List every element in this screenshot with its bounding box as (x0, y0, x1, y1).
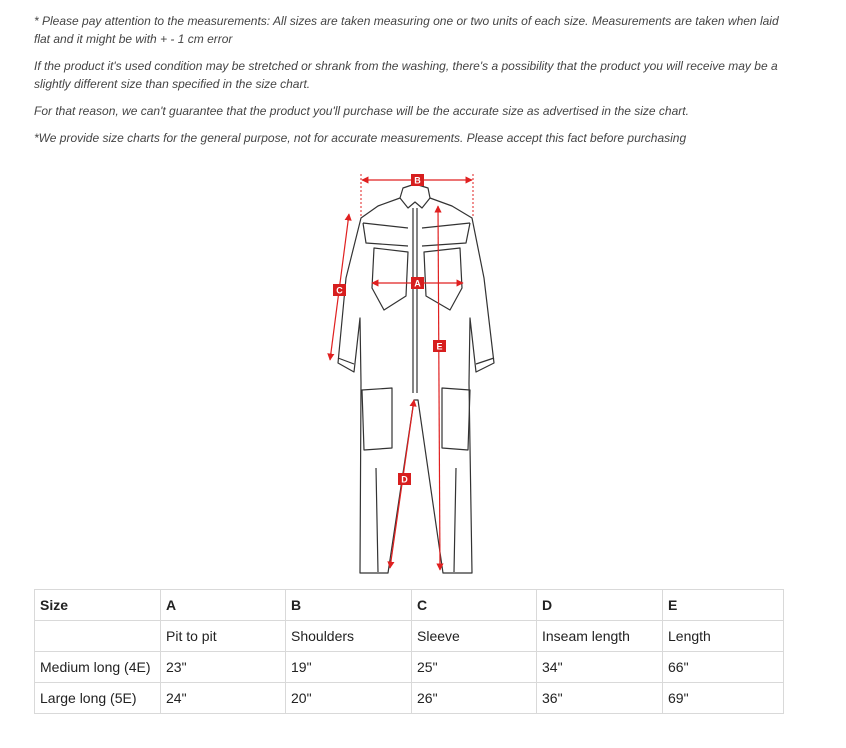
table-header-row (35, 590, 784, 621)
table-cell: 26" (412, 683, 537, 714)
label-a: A (414, 278, 421, 289)
description-cell: Sleeve (412, 621, 537, 652)
description-cell: Inseam length (537, 621, 663, 652)
note-general-purpose: *We provide size charts for the general purpose, not for accurate measurements. Please accept this fact before purchasing (34, 131, 687, 145)
collar (400, 184, 430, 208)
header-cell-a: A (161, 590, 286, 621)
coverall-outline (338, 198, 494, 573)
coverall-drawing (318, 168, 518, 580)
description-cell: Pit to pit (161, 621, 286, 652)
header-cell-b: B (286, 590, 412, 621)
header-cell-d: D (537, 590, 663, 621)
table-cell: 69" (663, 683, 784, 714)
leg-seam (376, 468, 456, 572)
size-name-cell: Medium long (4E) (35, 652, 161, 683)
measurement-notes (34, 12, 794, 156)
table-cell: 36" (537, 683, 663, 714)
table-cell: 66" (663, 652, 784, 683)
description-cell: Shoulders (286, 621, 412, 652)
label-b: B (414, 175, 421, 186)
label-e: E (436, 341, 443, 352)
table-description-row (35, 621, 784, 652)
table-row (35, 652, 784, 683)
table-cell: 19" (286, 652, 412, 683)
left-cuff (338, 358, 354, 364)
coverall-measurement-diagram (318, 168, 518, 580)
right-cuff (476, 358, 494, 364)
header-cell-c: C (412, 590, 537, 621)
measure-e-arrow (436, 206, 443, 570)
table-cell: 20" (286, 683, 412, 714)
right-thigh-pocket (442, 388, 470, 450)
description-cell: Length (663, 621, 784, 652)
note-used-condition: If the product it's used condition may be stretched or shrank from the washing, there's a possibility that the product you will receive may be a slightly different size than specified in the size chart. (34, 59, 778, 91)
note-measurement-method: * Please pay attention to the measurements: All sizes are taken measuring one or two units of each size. Measurements are taken when laid flat and it might be with + - 1 cm error (34, 14, 779, 46)
label-c: C (336, 285, 343, 296)
left-chest-pocket (372, 248, 408, 310)
table-row (35, 683, 784, 714)
header-cell-size: Size (35, 590, 161, 621)
zipper (413, 208, 417, 393)
right-chest-pocket (424, 248, 462, 310)
size-chart-table (34, 589, 784, 714)
label-d: D (401, 474, 408, 485)
description-cell (35, 621, 161, 652)
table-cell: 24" (161, 683, 286, 714)
left-thigh-pocket (362, 388, 392, 450)
note-no-guarantee: For that reason, we can't guarantee that the product you'll purchase will be the accurate size as advertised in the size chart. (34, 104, 689, 118)
table-cell: 25" (412, 652, 537, 683)
table-cell: 23" (161, 652, 286, 683)
table-cell: 34" (537, 652, 663, 683)
header-cell-e: E (663, 590, 784, 621)
size-name-cell: Large long (5E) (35, 683, 161, 714)
